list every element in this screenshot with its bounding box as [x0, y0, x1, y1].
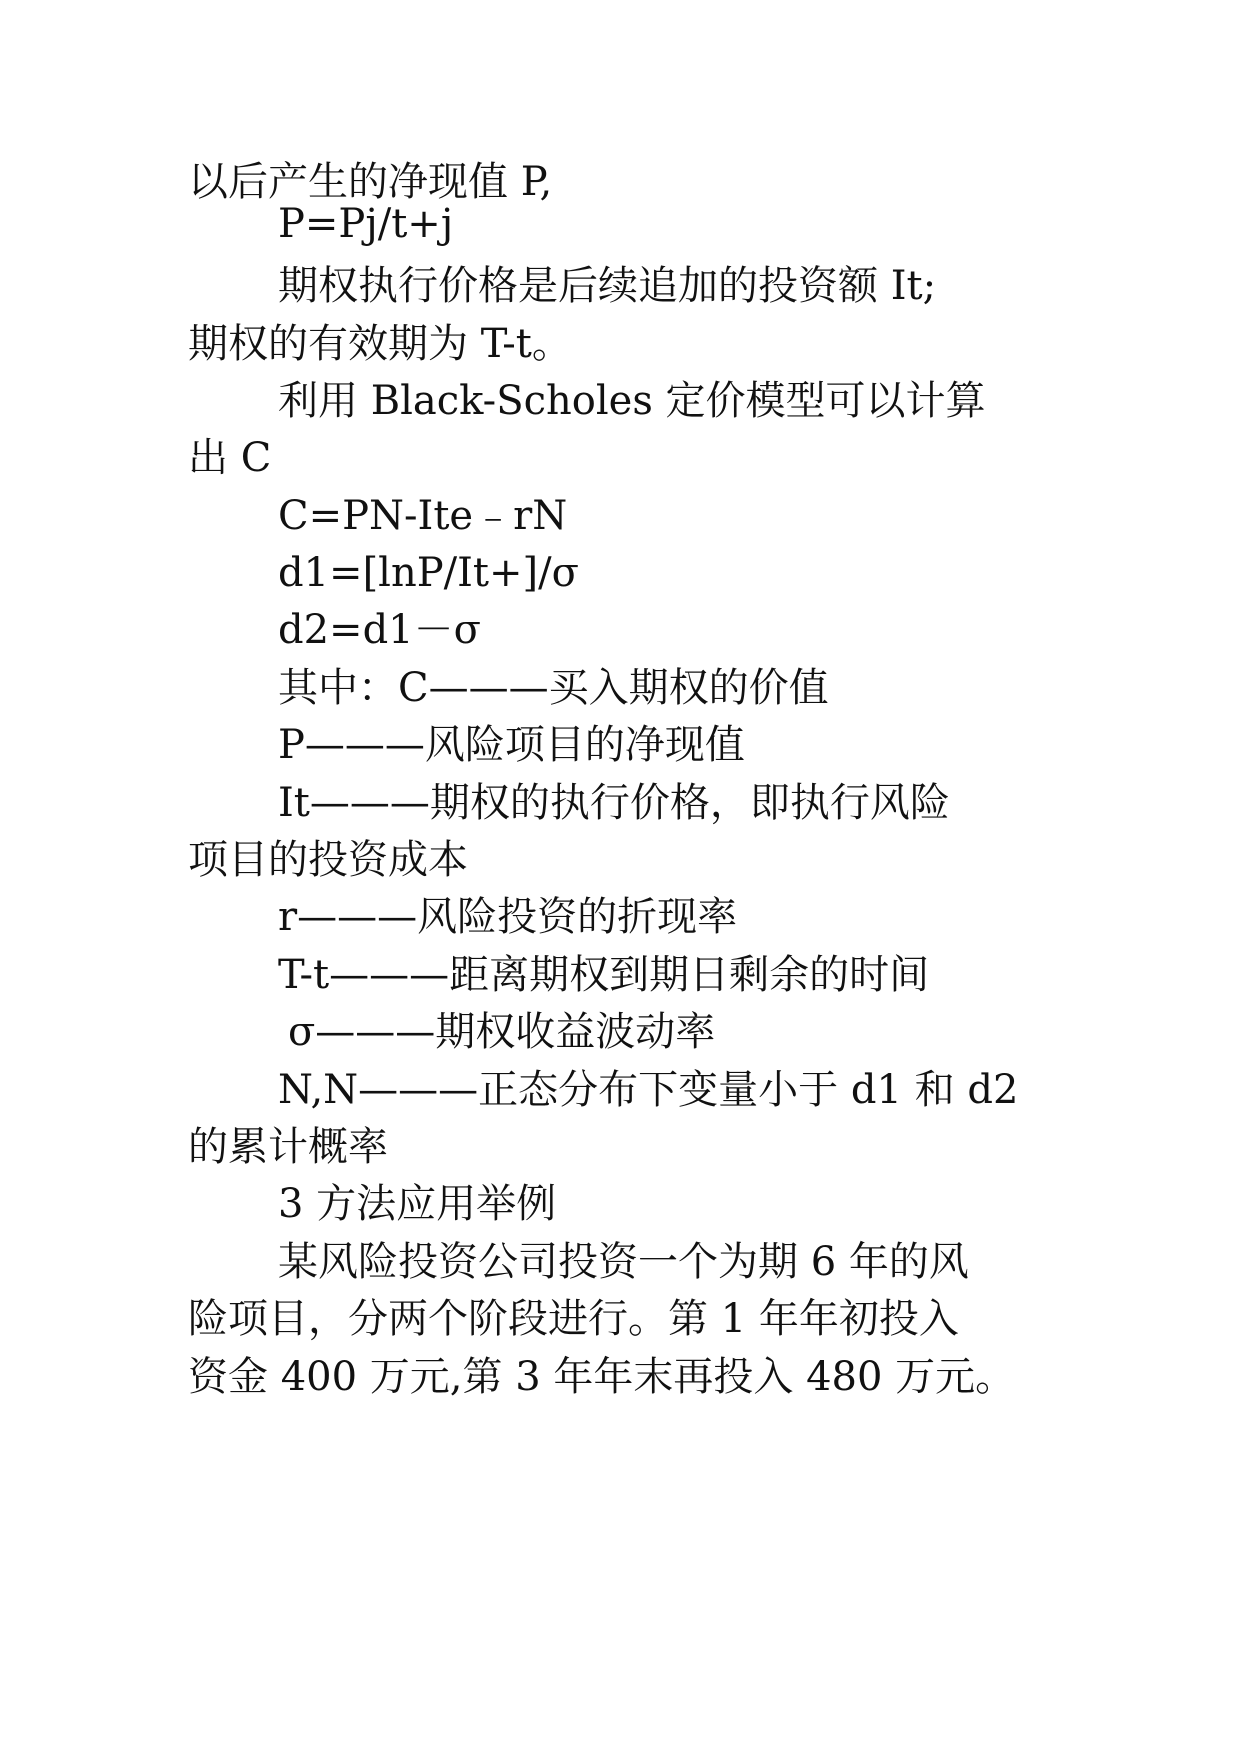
- definition-line: 其中：C———买入期权的价值: [278, 665, 829, 711]
- section-heading: 3 方法应用举例: [278, 1181, 557, 1227]
- definition-line: r———风险投资的折现率: [278, 894, 738, 940]
- text-line: 出 C: [188, 435, 272, 481]
- text-line: 期权执行价格是后续追加的投资额 It;: [278, 263, 937, 309]
- formula-line: d2=d1－σ: [278, 607, 481, 653]
- text-line: 利用 Black-Scholes 定价模型可以计算: [278, 378, 986, 424]
- text-line: 的累计概率: [188, 1124, 388, 1170]
- text-line: 期权的有效期为 T-t。: [188, 321, 572, 367]
- formula-line: C=PN-Ite﹣rN: [278, 493, 568, 539]
- text-line: 某风险投资公司投资一个为期 6 年的风: [278, 1239, 969, 1285]
- text-line: 以后产生的净现值 P,: [188, 159, 553, 205]
- text-line: 项目的投资成本: [188, 837, 468, 883]
- text-line: 险项目，分两个阶段进行。第 1 年年初投入: [188, 1296, 959, 1342]
- definition-line: σ———期权收益波动率: [288, 1009, 716, 1055]
- formula-line: d1=[lnP/It+]/σ: [278, 550, 579, 596]
- definition-line: P———风险项目的净现值: [278, 722, 745, 768]
- definition-line: N,N———正态分布下变量小于 d1 和 d2: [278, 1067, 1019, 1113]
- definition-line: T-t———距离期权到期日剩余的时间: [278, 952, 930, 998]
- text-line: 资金 400 万元,第 3 年年末再投入 480 万元。: [188, 1354, 1016, 1400]
- definition-line: It———期权的执行价格，即执行风险: [278, 780, 950, 826]
- formula-line: P=Pj/t+j: [278, 201, 454, 247]
